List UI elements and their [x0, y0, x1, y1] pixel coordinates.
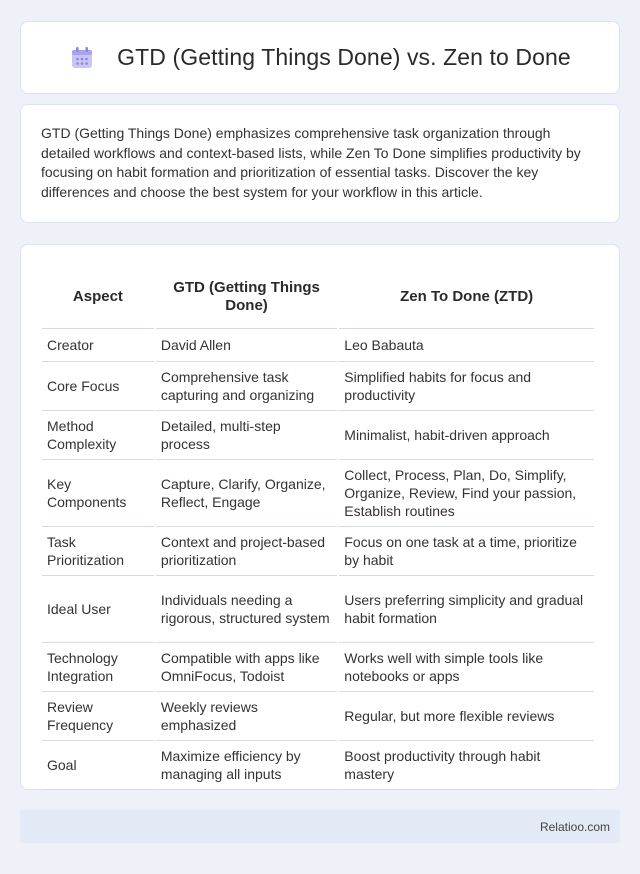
calendar-icon	[69, 45, 95, 71]
table-row	[42, 643, 594, 692]
aspect-cell: Review Frequency	[42, 692, 154, 741]
ztd-cell: Boost productivity through habit mastery	[339, 741, 594, 790]
table-row	[42, 329, 594, 362]
header-gtd: GTD (Getting Things Done)	[156, 266, 337, 329]
gtd-cell: Comprehensive task capturing and organizing	[156, 362, 337, 411]
table-row	[42, 460, 594, 527]
gtd-cell: Weekly reviews emphasized	[156, 692, 337, 741]
title-card	[20, 21, 620, 94]
comparison-table	[40, 266, 596, 790]
table-row	[42, 527, 594, 576]
aspect-cell: Task Prioritization	[42, 527, 154, 576]
comparison-card	[20, 244, 620, 790]
aspect-cell: Key Components	[42, 460, 154, 527]
ztd-cell: Collect, Process, Plan, Do, Simplify, Organize, Review, Find your passion, Establish routines	[339, 460, 594, 527]
header-aspect: Aspect	[42, 266, 154, 329]
aspect-cell: Goal	[42, 741, 154, 790]
table-row	[42, 576, 594, 643]
table-header-row	[42, 266, 594, 329]
intro-card	[20, 104, 620, 223]
gtd-cell: Compatible with apps like OmniFocus, Todoist	[156, 643, 337, 692]
table-row	[42, 362, 594, 411]
intro-paragraph: GTD (Getting Things Done) emphasizes comprehensive task organization through detailed workflows and context-based lists, while Zen To Done simplifies productivity by focusing on habit formation and prioritization of essential tasks. Discover the key differences and choose the best system for your workflow in this article.	[41, 125, 581, 200]
table-row	[42, 692, 594, 741]
title-row	[69, 44, 571, 71]
table-row	[42, 741, 594, 790]
aspect-cell: Core Focus	[42, 362, 154, 411]
footer-site-link[interactable]: Relatioo.com	[539, 819, 610, 834]
ztd-cell: Minimalist, habit-driven approach	[339, 411, 594, 460]
gtd-cell: Individuals needing a rigorous, structured system	[156, 576, 337, 643]
gtd-cell: Context and project-based prioritization	[156, 527, 337, 576]
footer-bar	[20, 810, 620, 843]
ztd-cell: Leo Babauta	[339, 329, 594, 362]
gtd-cell: Detailed, multi-step process	[156, 411, 337, 460]
ztd-cell: Focus on one task at a time, prioritize by habit	[339, 527, 594, 576]
gtd-cell: Maximize efficiency by managing all inputs	[156, 741, 337, 790]
gtd-cell: David Allen	[156, 329, 337, 362]
header-ztd: Zen To Done (ZTD)	[339, 266, 594, 329]
gtd-cell: Capture, Clarify, Organize, Reflect, Engage	[156, 460, 337, 527]
page-title: GTD (Getting Things Done) vs. Zen to Done	[117, 44, 571, 70]
aspect-cell: Creator	[42, 329, 154, 362]
aspect-cell: Ideal User	[42, 576, 154, 643]
ztd-cell: Works well with simple tools like notebooks or apps	[339, 643, 594, 692]
ztd-cell: Regular, but more flexible reviews	[339, 692, 594, 741]
aspect-cell: Method Complexity	[42, 411, 154, 460]
ztd-cell: Users preferring simplicity and gradual habit formation	[339, 576, 594, 643]
ztd-cell: Simplified habits for focus and productivity	[339, 362, 594, 411]
table-row	[42, 411, 594, 460]
aspect-cell: Technology Integration	[42, 643, 154, 692]
